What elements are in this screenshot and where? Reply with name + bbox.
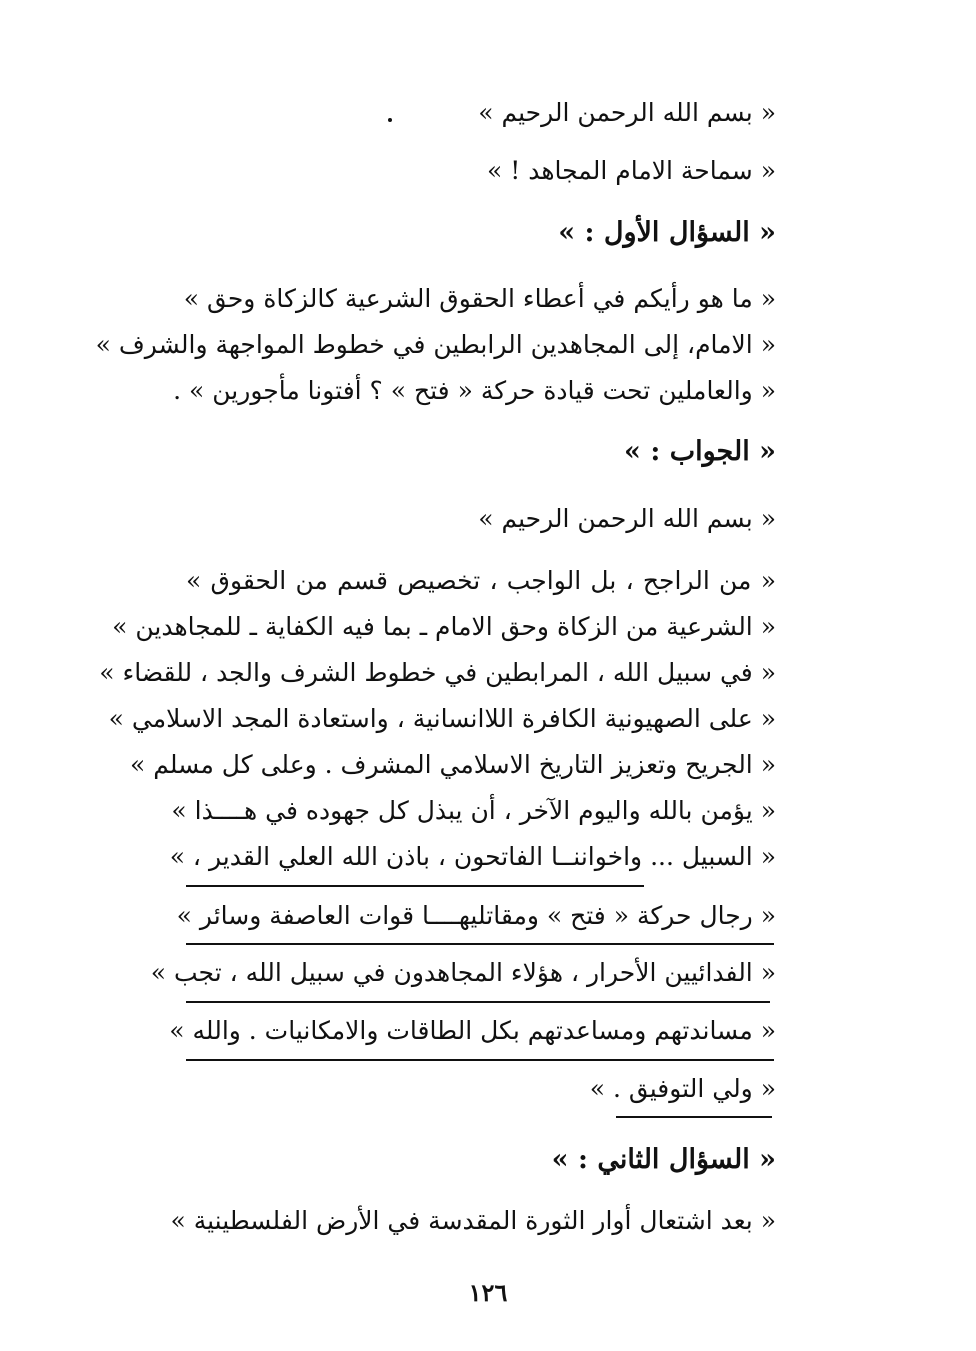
question-1-line-2: « الامام، إلى المجاهدين الرابطين في خطوط المواجهة والشرف » xyxy=(95,330,776,359)
answer-line-1: « من الراجح ، بل الواجب ، تخصيص قسم من الحقوق » xyxy=(186,566,776,595)
underline-rule xyxy=(186,943,774,945)
answer-closing: « ولي التوفيق . » xyxy=(589,1074,776,1103)
answer-line-7: « السبيل ... واخواننــا الفاتحون ، باذن الله العلي القدير ، » xyxy=(169,842,776,871)
answer-line-2: « الشرعية من الزكاة وحق الامام ـ بما فيه الكفاية ـ للمجاهدين » xyxy=(112,612,776,641)
answer-line-8: « رجال حركة « فتح » ومقاتليهــــا قوات العاصفة وسائر » xyxy=(176,901,776,930)
underline-rule xyxy=(186,1001,770,1003)
question-1-line-3: « والعاملين تحت قيادة حركة « فتح » ؟ أفتونا مأجورين » . xyxy=(173,376,776,405)
answer-line-9: « الفدائيين الأحرار ، هؤلاء المجاهدون في سبيل الله ، تجب » xyxy=(150,958,776,987)
basmala-line: « بسم الله الرحمن الرحيم » xyxy=(478,98,776,127)
question-1-heading: « السؤال الأول : » xyxy=(558,217,776,248)
underline-rule xyxy=(616,1116,772,1118)
answer-line-6: « يؤمن بالله واليوم الآخر ، أن يبذل كل جهوده في هــــذا » xyxy=(171,796,776,825)
answer-line-5: « الجريح وتعزيز التاريخ الاسلامي المشرف . وعلى كل مسلم » xyxy=(130,750,776,779)
answer-line-10: « مساندتهم ومساعدتهم بكل الطاقات والامكانيات . والله » xyxy=(169,1016,776,1045)
answer-heading: « الجواب : » xyxy=(624,436,776,467)
page-number: ١٢٦ xyxy=(468,1278,508,1307)
answer-line-3: « في سبيل الله ، المرابطين في خطوط الشرف والجد ، للقضاء » xyxy=(99,658,776,687)
underline-rule xyxy=(186,885,644,887)
answer-line-4: « على الصهيونية الكافرة اللاانسانية ، واستعادة المجد الاسلامي » xyxy=(108,704,776,733)
question-2-line-1: « بعد اشتعال أوار الثورة المقدسة في الأرض الفلسطينية » xyxy=(170,1206,776,1235)
salutation-line: « سماحة الامام المجاهد ! » xyxy=(486,156,776,185)
answer-basmala: « بسم الله الرحمن الرحيم » xyxy=(478,504,776,533)
underline-rule xyxy=(186,1059,774,1061)
question-1-line-1: « ما هو رأيكم في أعطاء الحقوق الشرعية كالزكاة وحق » xyxy=(183,284,776,313)
question-2-heading: « السؤال الثاني : » xyxy=(551,1144,776,1175)
